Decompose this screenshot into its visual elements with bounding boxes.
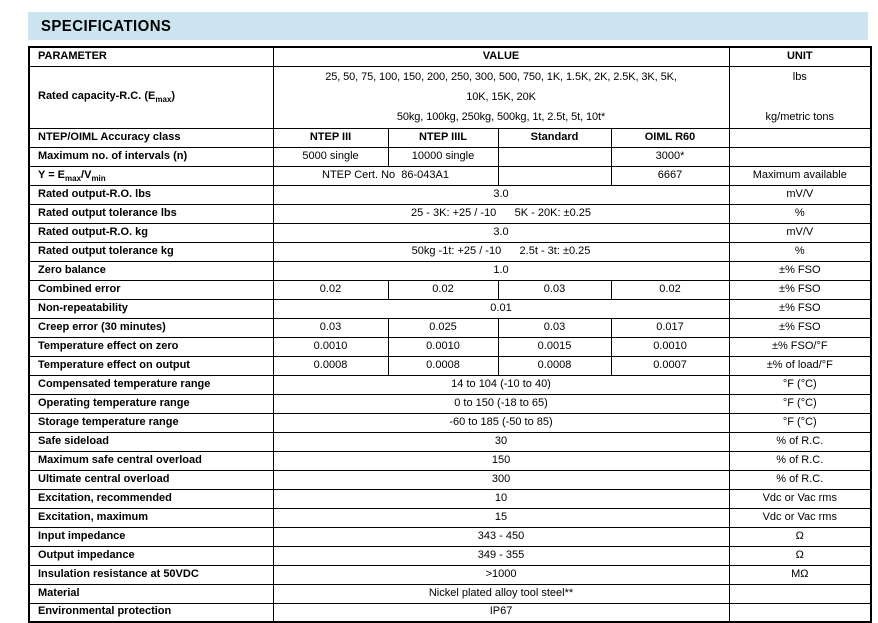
value-cell: 0.02 bbox=[611, 280, 729, 299]
table-body bbox=[29, 66, 871, 622]
parameter-label-text: NTEP/OIML Accuracy class bbox=[38, 130, 181, 143]
table-row bbox=[29, 489, 871, 508]
parameter-label bbox=[29, 527, 273, 546]
value-cell: 0.0008 bbox=[388, 356, 498, 375]
parameter-label bbox=[29, 185, 273, 204]
value-cell: 0.0010 bbox=[273, 337, 388, 356]
parameter-label bbox=[29, 337, 273, 356]
parameter-label bbox=[29, 470, 273, 489]
parameter-label bbox=[29, 375, 273, 394]
parameter-label-text: Combined error bbox=[38, 282, 121, 295]
parameter-label bbox=[29, 508, 273, 527]
parameter-label bbox=[29, 432, 273, 451]
table-row bbox=[29, 280, 871, 299]
parameter-label bbox=[29, 451, 273, 470]
value-cell: 5000 single bbox=[273, 147, 388, 166]
unit-cell: ±% FSO bbox=[729, 261, 871, 280]
parameter-label bbox=[29, 546, 273, 565]
table-row bbox=[29, 565, 871, 584]
value-cell: 0.03 bbox=[498, 318, 611, 337]
value-cell: 3.0 bbox=[273, 185, 729, 204]
parameter-label-text: Safe sideload bbox=[38, 434, 109, 447]
table-row bbox=[29, 299, 871, 318]
unit-cell: % of R.C. bbox=[729, 470, 871, 489]
parameter-label bbox=[29, 413, 273, 432]
parameter-label bbox=[29, 394, 273, 413]
parameter-label-text: Excitation, maximum bbox=[38, 510, 149, 523]
table-row bbox=[29, 337, 871, 356]
parameter-label-text: Operating temperature range bbox=[38, 396, 190, 409]
table-row bbox=[29, 394, 871, 413]
table-row bbox=[29, 603, 871, 622]
value-cell: Nickel plated alloy tool steel** bbox=[273, 584, 729, 603]
unit-cell: Maximum available bbox=[729, 166, 871, 185]
value-cell: 300 bbox=[273, 470, 729, 489]
table-row bbox=[29, 261, 871, 280]
parameter-label-text: Material bbox=[38, 586, 80, 599]
table-row bbox=[29, 546, 871, 565]
parameter-label-text: Compensated temperature range bbox=[38, 377, 211, 390]
unit-cell: ±% FSO bbox=[729, 299, 871, 318]
table-row bbox=[29, 166, 871, 185]
value-cell: NTEP III bbox=[273, 128, 388, 147]
value-cell: 0.0015 bbox=[498, 337, 611, 356]
value-cell: 0.0010 bbox=[388, 337, 498, 356]
table-row bbox=[29, 128, 871, 147]
table-row bbox=[29, 375, 871, 394]
specifications-header-bar bbox=[28, 12, 868, 40]
unit-cell: mV/V bbox=[729, 223, 871, 242]
parameter-label-text: Excitation, recommended bbox=[38, 491, 172, 504]
table-row bbox=[29, 584, 871, 603]
parameter-label-text: /V bbox=[81, 168, 92, 181]
unit-lbs: lbs bbox=[792, 71, 807, 83]
value-cell: 150 bbox=[273, 451, 729, 470]
unit-cell bbox=[729, 128, 871, 147]
col-header-parameter: PARAMETER bbox=[29, 47, 273, 66]
unit-cell: °F (°C) bbox=[729, 375, 871, 394]
unit-cell: mV/V bbox=[729, 185, 871, 204]
parameter-label bbox=[29, 584, 273, 603]
value-cell: 0.025 bbox=[388, 318, 498, 337]
col-header-unit: UNIT bbox=[729, 47, 871, 66]
parameter-label bbox=[29, 204, 273, 223]
parameter-label bbox=[29, 603, 273, 622]
value-cell: 0.0008 bbox=[273, 356, 388, 375]
value-cell: 15 bbox=[273, 508, 729, 527]
value-cell: 0.017 bbox=[611, 318, 729, 337]
parameter-label bbox=[29, 565, 273, 584]
parameter-label-text: Temperature effect on output bbox=[38, 358, 190, 371]
value-cell: 6667 bbox=[611, 166, 729, 185]
table-row-rated-capacity bbox=[29, 66, 871, 128]
unit-cell-rated-capacity bbox=[729, 66, 871, 128]
parameter-label-text: Output impedance bbox=[38, 548, 135, 561]
value-cell: 0.0010 bbox=[611, 337, 729, 356]
value-cell: -60 to 185 (-50 to 85) bbox=[273, 413, 729, 432]
table-row bbox=[29, 451, 871, 470]
table-row bbox=[29, 432, 871, 451]
value-cell: 3.0 bbox=[273, 223, 729, 242]
parameter-label-text: Rated capacity-R.C. (E bbox=[38, 90, 156, 103]
unit-cell: % bbox=[729, 204, 871, 223]
unit-cell: ±% FSO/°F bbox=[729, 337, 871, 356]
parameter-label bbox=[29, 166, 273, 185]
table-header-row bbox=[29, 47, 871, 66]
page-title: SPECIFICATIONS bbox=[41, 17, 172, 35]
value-cell: 0.03 bbox=[498, 280, 611, 299]
parameter-label bbox=[29, 66, 273, 128]
parameter-label-text: Rated output-R.O. kg bbox=[38, 225, 148, 238]
parameter-label-text: Temperature effect on zero bbox=[38, 339, 179, 352]
parameter-label bbox=[29, 318, 273, 337]
parameter-label-text: Insulation resistance at 50VDC bbox=[38, 567, 199, 580]
col-header-value: VALUE bbox=[273, 47, 729, 66]
value-cell: NTEP Cert. No 86-043A1 bbox=[273, 166, 498, 185]
parameter-label-text: Environmental protection bbox=[38, 605, 172, 618]
parameter-label bbox=[29, 128, 273, 147]
unit-cell: % bbox=[729, 242, 871, 261]
parameter-label bbox=[29, 356, 273, 375]
parameter-label-text: Ultimate central overload bbox=[38, 472, 170, 485]
table-row bbox=[29, 242, 871, 261]
value-cell: 0.03 bbox=[273, 318, 388, 337]
capacity-value-line: 50kg, 100kg, 250kg, 500kg, 1t, 2.5t, 5t, 10t* bbox=[396, 111, 606, 123]
unit-cell: % of R.C. bbox=[729, 432, 871, 451]
table-row bbox=[29, 223, 871, 242]
parameter-label bbox=[29, 147, 273, 166]
unit-cell: Vdc or Vac rms bbox=[729, 508, 871, 527]
parameter-label-text: ) bbox=[171, 90, 176, 103]
table-row bbox=[29, 185, 871, 204]
unit-cell: °F (°C) bbox=[729, 413, 871, 432]
value-cell: 0.01 bbox=[273, 299, 729, 318]
value-cell: 0.02 bbox=[273, 280, 388, 299]
value-cell: Standard bbox=[498, 128, 611, 147]
parameter-label bbox=[29, 242, 273, 261]
unit-cell: ±% of load/°F bbox=[729, 356, 871, 375]
table-row bbox=[29, 204, 871, 223]
capacity-value-line: 25, 50, 75, 100, 150, 200, 250, 300, 500, 750, 1K, 1.5K, 2K, 2.5K, 3K, 5K, bbox=[325, 71, 677, 83]
value-cell: >1000 bbox=[273, 565, 729, 584]
value-cell: 349 - 355 bbox=[273, 546, 729, 565]
unit-cell: °F (°C) bbox=[729, 394, 871, 413]
unit-cell: Vdc or Vac rms bbox=[729, 489, 871, 508]
unit-cell: Ω bbox=[729, 527, 871, 546]
parameter-label bbox=[29, 280, 273, 299]
value-cell: 0 to 150 (-18 to 65) bbox=[273, 394, 729, 413]
value-cell: 30 bbox=[273, 432, 729, 451]
value-cell bbox=[498, 147, 611, 166]
parameter-label bbox=[29, 261, 273, 280]
value-cell: 0.02 bbox=[388, 280, 498, 299]
value-cell: 10 bbox=[273, 489, 729, 508]
unit-cell bbox=[729, 584, 871, 603]
value-cell: OIML R60 bbox=[611, 128, 729, 147]
parameter-label-text: Storage temperature range bbox=[38, 415, 179, 428]
value-cell: 14 to 104 (-10 to 40) bbox=[273, 375, 729, 394]
parameter-label-subscript: min bbox=[91, 173, 106, 183]
value-cell: 10000 single bbox=[388, 147, 498, 166]
parameter-label-text: Maximum safe central overload bbox=[38, 453, 202, 466]
unit-kg-metric-tons: kg/metric tons bbox=[765, 111, 835, 123]
value-cell: 1.0 bbox=[273, 261, 729, 280]
table-row bbox=[29, 147, 871, 166]
unit-cell: Ω bbox=[729, 546, 871, 565]
unit-cell: ±% FSO bbox=[729, 280, 871, 299]
value-cell: 0.0008 bbox=[498, 356, 611, 375]
parameter-label-text: Rated output tolerance kg bbox=[38, 244, 174, 257]
table-row bbox=[29, 318, 871, 337]
table-row bbox=[29, 508, 871, 527]
table-row bbox=[29, 413, 871, 432]
unit-cell: MΩ bbox=[729, 565, 871, 584]
parameter-label-text: Non-repeatability bbox=[38, 301, 128, 314]
parameter-label-text: Creep error (30 minutes) bbox=[38, 320, 166, 333]
capacity-value-line: 10K, 15K, 20K bbox=[466, 91, 536, 103]
value-cell: NTEP IIIL bbox=[388, 128, 498, 147]
parameter-label-subscript: max bbox=[65, 173, 82, 183]
value-cell-rated-capacity bbox=[273, 66, 729, 128]
parameter-label bbox=[29, 489, 273, 508]
parameter-label-text: Zero balance bbox=[38, 263, 106, 276]
unit-cell: % of R.C. bbox=[729, 451, 871, 470]
unit-cell: ±% FSO bbox=[729, 318, 871, 337]
table-row bbox=[29, 527, 871, 546]
unit-cell bbox=[729, 603, 871, 622]
parameter-label-text: Input impedance bbox=[38, 529, 126, 542]
table-row bbox=[29, 470, 871, 489]
parameter-label-text: Rated output-R.O. lbs bbox=[38, 187, 152, 200]
value-cell: 50kg -1t: +25 / -10 2.5t - 3t: ±0.25 bbox=[273, 242, 729, 261]
parameter-label-subscript: max bbox=[155, 95, 172, 105]
value-cell: 3000* bbox=[611, 147, 729, 166]
value-cell: IP67 bbox=[273, 603, 729, 622]
specifications-table bbox=[28, 46, 872, 623]
parameter-label bbox=[29, 223, 273, 242]
parameter-label-text: Y = E bbox=[38, 168, 66, 181]
table-row bbox=[29, 356, 871, 375]
parameter-label bbox=[29, 299, 273, 318]
parameter-label-text: Rated output tolerance lbs bbox=[38, 206, 177, 219]
parameter-label-text: Maximum no. of intervals (n) bbox=[38, 149, 188, 162]
value-cell: 0.0007 bbox=[611, 356, 729, 375]
value-cell bbox=[498, 166, 611, 185]
value-cell: 343 - 450 bbox=[273, 527, 729, 546]
value-cell: 25 - 3K: +25 / -10 5K - 20K: ±0.25 bbox=[273, 204, 729, 223]
unit-cell bbox=[729, 147, 871, 166]
